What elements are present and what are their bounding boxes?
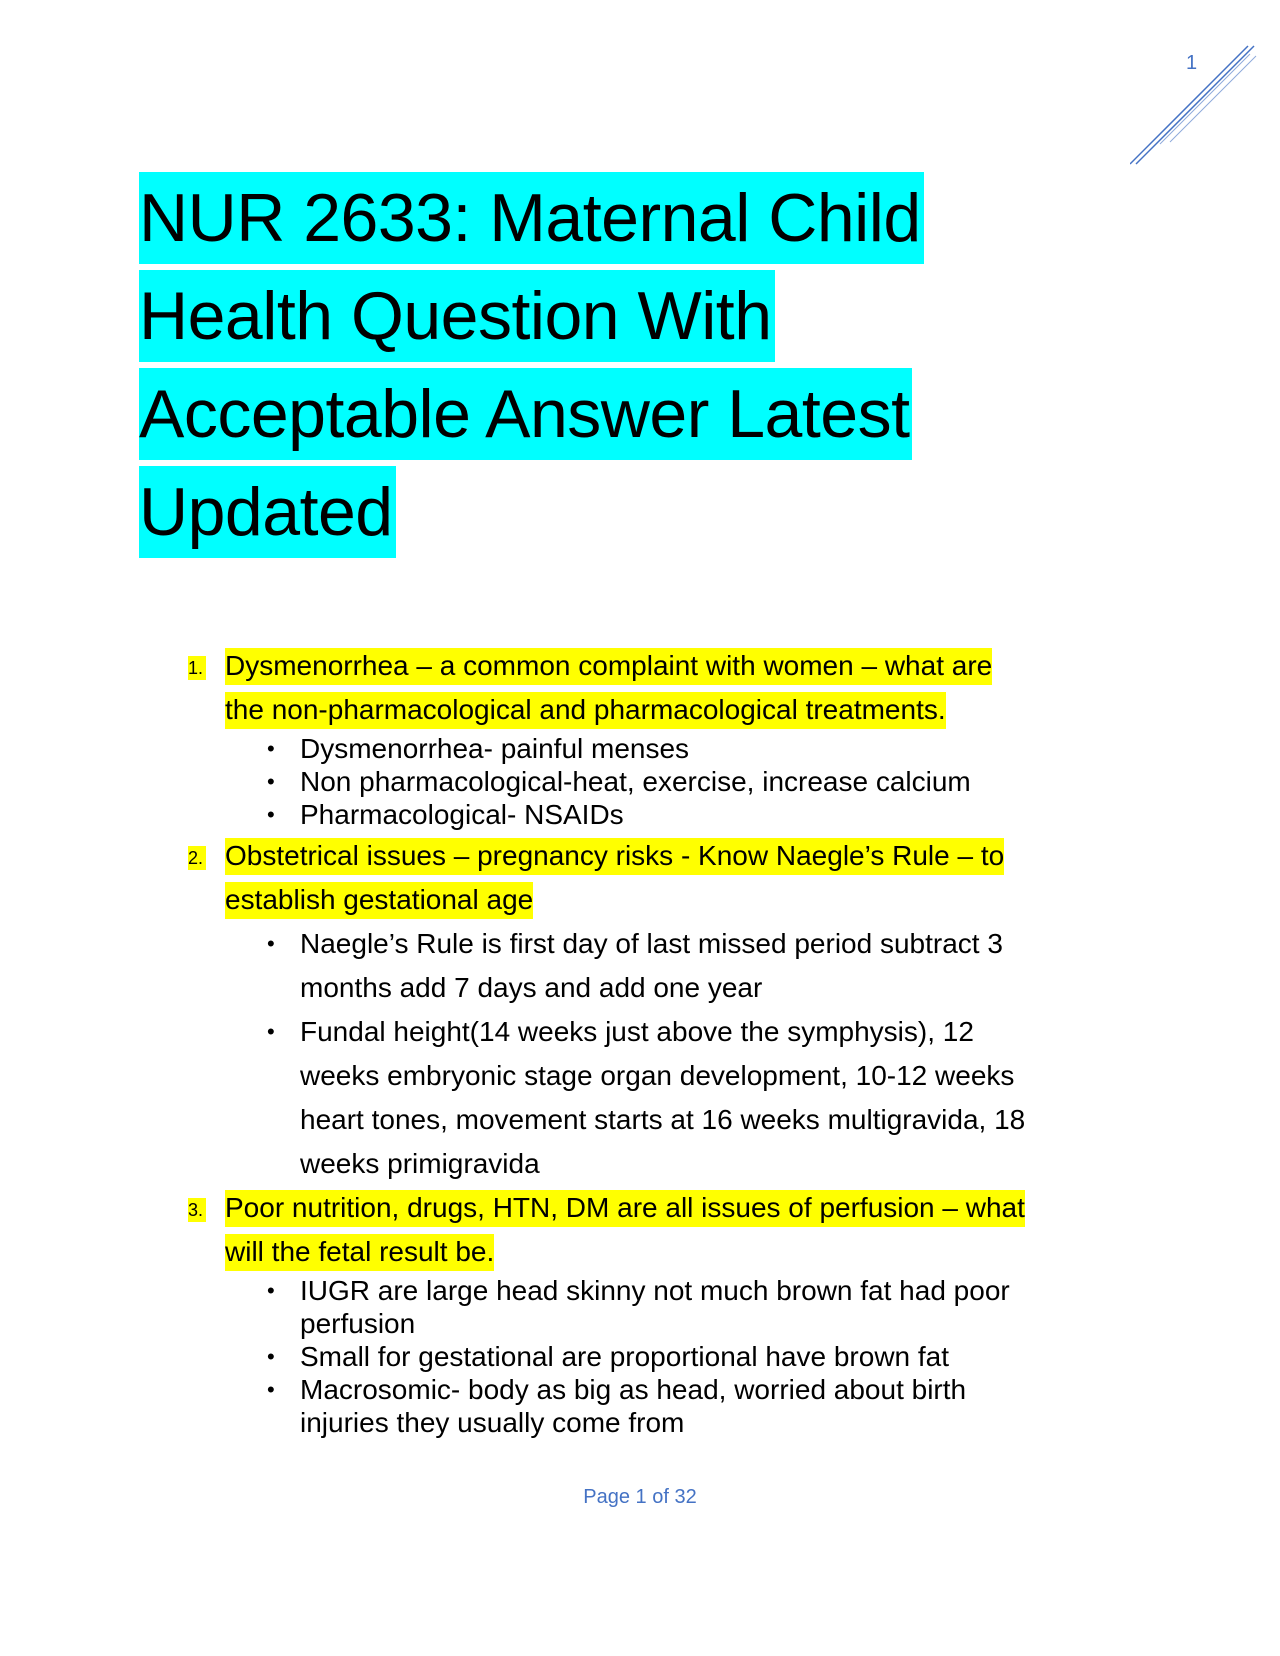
title-line-4: Updated bbox=[139, 466, 396, 558]
answer-bullet: • Macrosomic- body as big as head, worried about birth injuries they usually come from bbox=[300, 1373, 1120, 1439]
title-line-3: Acceptable Answer Latest bbox=[139, 368, 912, 460]
question-text-line: Obstetrical issues – pregnancy risks - Know Naegle’s Rule – to bbox=[225, 834, 1120, 878]
answer-bullet: • Fundal height(14 weeks just above the symphysis), 12 weeks embryonic stage organ development, 10-12 weeks heart tones, movement starts at 16 weeks multigravida, 18 weeks primigravida bbox=[300, 1010, 1120, 1186]
corner-decoration bbox=[1130, 44, 1260, 174]
answer-bullet-list bbox=[180, 732, 1120, 831]
question-item-2 bbox=[180, 834, 1120, 922]
answer-bullet: • Dysmenorrhea- painful menses bbox=[300, 732, 1120, 765]
answer-bullet: • Non pharmacological-heat, exercise, increase calcium bbox=[300, 765, 1120, 798]
answer-bullet: • Small for gestational are proportional have brown fat bbox=[300, 1340, 1120, 1373]
header-page-number: 1 bbox=[1186, 52, 1198, 74]
question-list bbox=[180, 644, 1120, 1439]
title-line-1: NUR 2633: Maternal Child bbox=[139, 172, 924, 264]
question-number: 1. bbox=[188, 656, 206, 680]
question-text-line: Dysmenorrhea – a common complaint with women – what are bbox=[225, 644, 1120, 688]
question-text-line: the non-pharmacological and pharmacological treatments. bbox=[225, 688, 1120, 732]
answer-bullet-list bbox=[180, 922, 1120, 1186]
question-item-1 bbox=[180, 644, 1120, 732]
answer-bullet-list bbox=[180, 1274, 1120, 1439]
question-text-line: will the fetal result be. bbox=[225, 1230, 1120, 1274]
question-item-3 bbox=[180, 1186, 1120, 1274]
question-number: 3. bbox=[188, 1198, 206, 1222]
question-text-line: Poor nutrition, drugs, HTN, DM are all issues of perfusion – what bbox=[225, 1186, 1120, 1230]
answer-bullet: • Naegle’s Rule is first day of last missed period subtract 3 months add 7 days and add one year bbox=[300, 922, 1120, 1010]
question-number: 2. bbox=[188, 846, 206, 870]
answer-bullet: • Pharmacological- NSAIDs bbox=[300, 798, 1120, 831]
answer-bullet: • IUGR are large head skinny not much brown fat had poor perfusion bbox=[300, 1274, 1120, 1340]
page-footer: Page 1 of 32 bbox=[583, 1486, 697, 1508]
document-title bbox=[139, 172, 1039, 564]
title-line-2: Health Question With bbox=[139, 270, 775, 362]
question-text-line: establish gestational age bbox=[225, 878, 1120, 922]
